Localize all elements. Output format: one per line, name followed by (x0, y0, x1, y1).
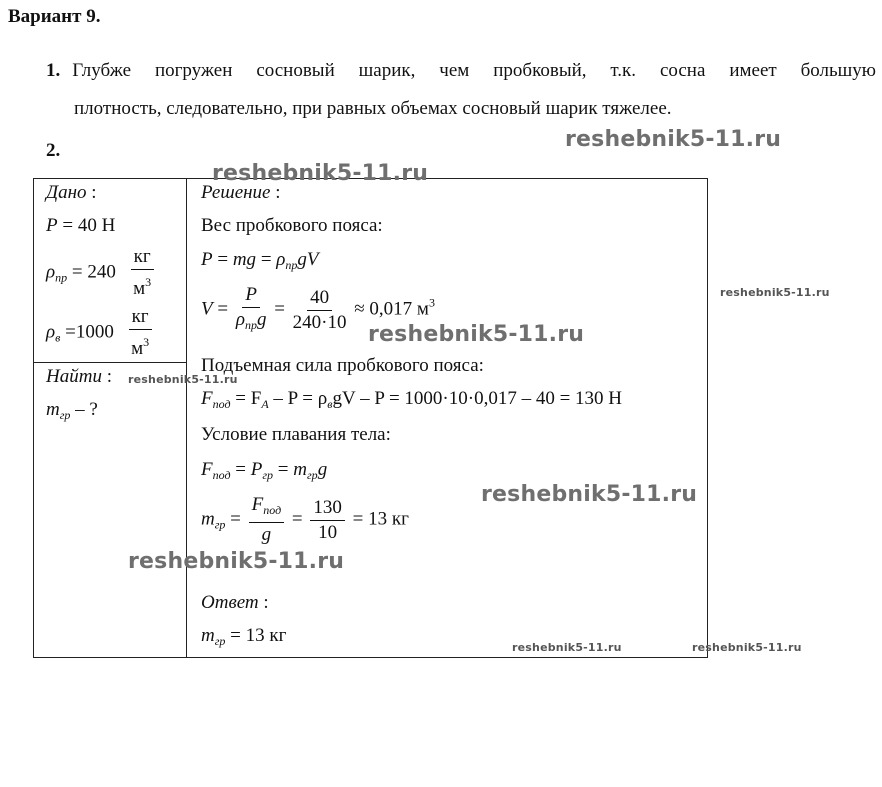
given-density-water: $\rho_в =1000$ $\frac{кг}{м^3}$ (46, 307, 155, 359)
answer-value: $m_{гр} = 13$ кг (201, 625, 287, 648)
find-header: Найти : (46, 366, 112, 387)
solution-header: Решение : (201, 182, 281, 203)
find-cell (34, 363, 187, 658)
page-title: Вариант 9. (8, 6, 101, 27)
watermark-8: reshebnik5-11.ru (512, 641, 622, 654)
solution-table (33, 178, 708, 658)
item-text-line-2: плотность, следовательно, при равных объемах сосновый шарик тяжелее. (74, 98, 672, 119)
item-number: 1. (46, 60, 61, 81)
answer-item-1 (46, 60, 876, 120)
watermark-3: reshebnik5-11.ru (720, 286, 830, 299)
float-title: Условие плавания тела: (201, 424, 391, 445)
item-number-2: 2. (46, 140, 61, 161)
given-weight: P = 40 Н (46, 215, 116, 236)
watermark-2: reshebnik5-11.ru (212, 161, 429, 186)
find-target: $m_{гр}$ – ? (46, 399, 98, 422)
item-text-line-1: Глубже погружен сосновый шарик, чем пробковый, т.к. сосна имеет большую (72, 60, 876, 81)
watermark-7: reshebnik5-11.ru (128, 549, 345, 574)
float-formula: $F_{под} = P_{гр} = m_{гр}g$ (201, 459, 328, 482)
weight-title: Вес пробкового пояса: (201, 215, 383, 236)
mass-formula: $m_{гр}$ = $\frac{F_{под}}{g}$ = $\frac{130}{10}$ = 13 кг (201, 494, 409, 545)
given-density-cork: $\rho_{пр} = 240$ $\frac{кг}{м^3}$ (46, 247, 157, 299)
answer-header: Ответ : (201, 592, 269, 613)
lift-formula: $F_{под} = F_A - P = \rho_вgV - P = 1000\cdot 10\cdot 0,017 - 40 = 130$ Н (201, 388, 622, 411)
lift-title: Подъемная сила пробкового пояса: (201, 355, 484, 376)
given-header: Дано : (46, 182, 97, 203)
watermark-4: reshebnik5-11.ru (368, 322, 585, 347)
watermark-1: reshebnik5-11.ru (565, 127, 782, 152)
weight-formula: P = mg = $\rho_{пр}gV$ (201, 249, 319, 272)
watermark-6: reshebnik5-11.ru (481, 482, 698, 507)
watermark-9: reshebnik5-11.ru (692, 641, 802, 654)
solution-cell (187, 179, 708, 658)
volume-formula: V = $\frac{P}{\rho_{пр}g}$ = $\frac{40}{240\cdot 10}$ ≈ 0,017 $м^3$ (201, 284, 435, 333)
given-cell (34, 179, 187, 363)
watermark-5: reshebnik5-11.ru (128, 373, 238, 386)
